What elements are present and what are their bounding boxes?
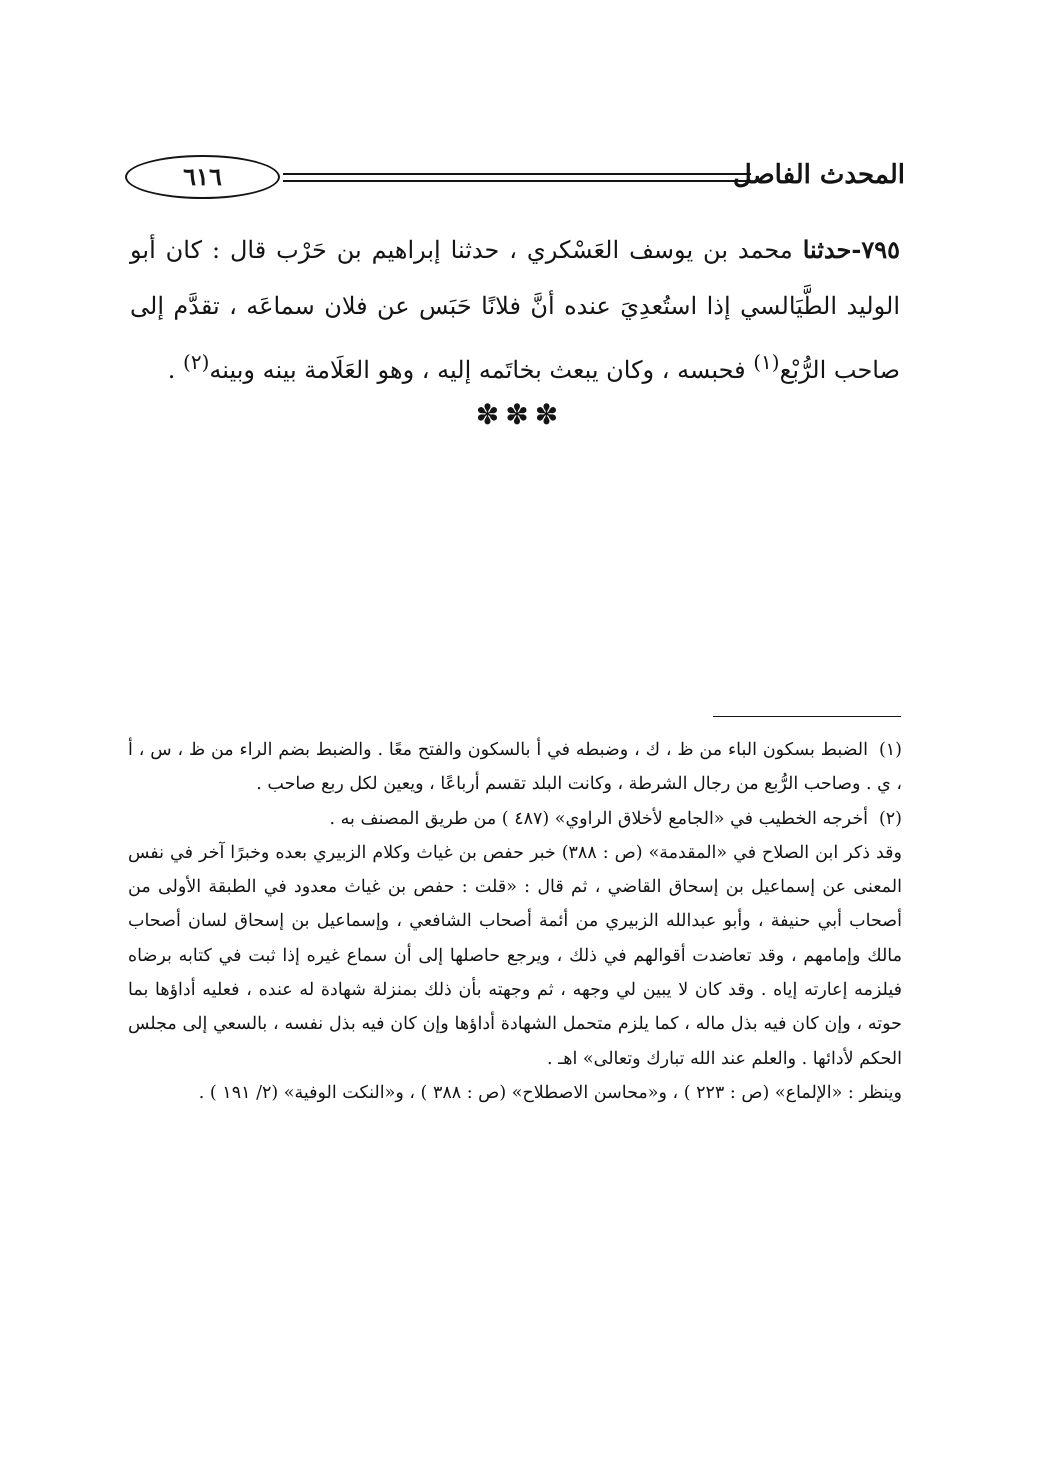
footnote-text: أخرجه الخطيب في «الجامع لأخلاق الراوي» (٤٨٧ ) من طريق المصنف به . xyxy=(329,808,868,829)
footnote-paragraph: وينظر : «الإلماع» (ص : ٢٢٣ ) ، و«محاسن الاصطلاح» (ص : ٣٨٨ ) ، و«النكت الوفية» (٢/ ١٩١ ) . xyxy=(198,1082,902,1103)
footnote-2 xyxy=(128,802,902,836)
footnote-rule xyxy=(713,716,901,717)
footnote-mark: (٢) xyxy=(878,808,902,829)
hadith-body-part1: محمد بن يوسف العَسْكري ، حدثنا إبراهيم بن حَرْب قال : كان أبو الوليد الطَّيَالسي إذا استُعدِيَ عنده أنَّ فلانًا حَبَس عن فلان سماعَه ، تقدَّم إلى صاحب الرُّبْع xyxy=(130,236,900,384)
page-number: ٦١٦ xyxy=(125,155,280,199)
page-header xyxy=(125,150,905,214)
footnote-paragraph: وقد ذكر ابن الصلاح في «المقدمة» (ص : ٣٨٨) خبر حفص بن غياث وكلام الزبيري بعده وخبرًا آخر في نفس المعنى عن إسماعيل بن إسحاق القاضي ، ثم قال : «قلت : حفص بن غياث معدود في الطبقة الأولى من أصحاب أبي حنيفة ، وأبو عبدالله الزبيري من أئمة أصحاب الشافعي ، وإسماعيل بن إسحاق لسان أصحاب مالك وإمامهم ، وقد تعاضدت أقوالهم في ذلك ، ويرجع حاصلها إلى أن سماع غيره إذا ثبت في كتابه برضاه فيلزمه إعارته إياه . وقد كان لا يبين لي وجهه ، ثم وجهته بأن ذلك بمنزلة شهادة له عنده ، فعليه أداؤها بما حوته ، وإن كان فيه بذل ماله ، كما يلزم متحمل الشهادة أداؤها وإن كان فيه بذل نفسه ، بالسعي إلى مجلس الحكم لأدائها . والعلم عند الله تبارك وتعالى» اهـ . xyxy=(128,842,902,1069)
footnote-1 xyxy=(128,733,902,802)
footnotes xyxy=(128,733,902,1110)
header-double-rule xyxy=(283,173,751,182)
footnote-ref-2: (٢) xyxy=(183,350,210,374)
hadith-end: . xyxy=(167,356,176,384)
footnote-mark: (١) xyxy=(878,740,902,760)
hadith-number: ٧٩٥- xyxy=(851,235,900,264)
footnote-ref-1: (١) xyxy=(753,350,780,374)
book-title: المحدث الفاصل xyxy=(732,160,905,190)
section-separator: ✽✽✽ xyxy=(475,398,565,431)
hadith-lead-word: حدثنا xyxy=(802,235,852,264)
hadith-text xyxy=(130,222,900,398)
hadith-body-part2: فحبسه ، وكان يبعث بخاتَمه إليه ، وهو العَلَامة بينه وبينه xyxy=(209,356,746,384)
footnote-text: الضبط بسكون الباء من ظ ، ك ، وضبطه في أ بالسكون والفتح معًا . والضبط بضم الراء من ظ ، س ، أ ، ي . وصاحب الرُّبع من رجال الشرطة ، وكانت البلد تقسم أرباعًا ، ويعين لكل ربع صاحب . xyxy=(128,740,902,795)
